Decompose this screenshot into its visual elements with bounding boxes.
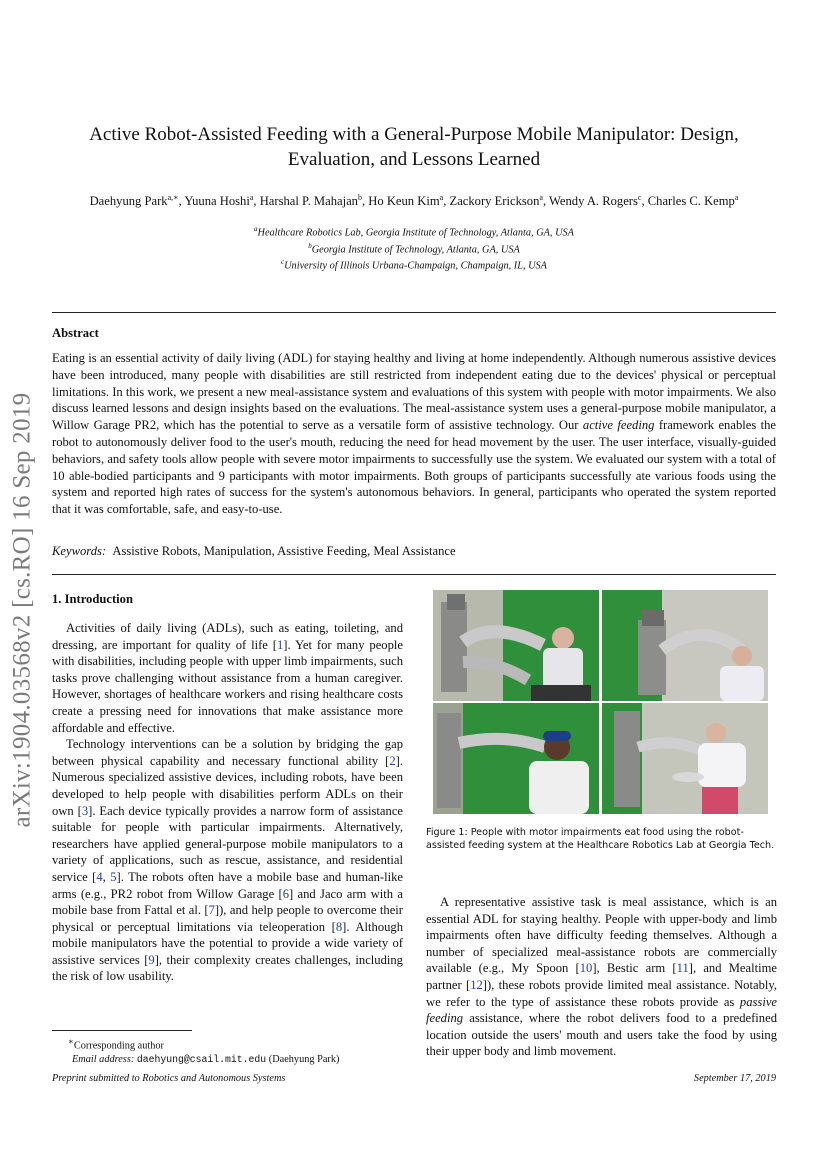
paragraph: Activities of daily living (ADLs), such as eating, toileting, and dressing, are important for quality of life [1]. Yet for many people with disabilities, including people with upper limb impairments, such tasks prove challenging without assistance from a human caregiver. However, shortages of healthcare workers and rising healthcare costs create a pressing need for innovations that make assistance more affordable and effective. (52, 621, 403, 735)
affiliation-text: Georgia Institute of Technology, Atlanta, GA, USA (311, 244, 520, 256)
author-sup: a,∗ (167, 193, 179, 202)
photo-panel-3 (433, 703, 600, 814)
robot-feeding-photo (433, 703, 599, 814)
author-sup: c (637, 193, 642, 202)
affiliation-text: Healthcare Robotics Lab, Georgia Institute of Technology, Atlanta, GA, USA (257, 227, 574, 239)
affiliation-text: University of Illinois Urbana-Champaign, Champaign, IL, USA (284, 260, 547, 272)
affiliation (100, 240, 728, 257)
email-line (52, 1053, 412, 1067)
author-name: Wendy A. Rogers (549, 194, 638, 209)
author-sup: a (249, 193, 254, 202)
citation-link[interactable]: 5 (110, 869, 117, 884)
abstract-top-rule (52, 312, 776, 313)
abstract-bottom-rule (52, 574, 776, 575)
arxiv-stamp-text: arXiv:1904.03568v2 [cs.RO] 16 Sep 2019 (8, 392, 36, 828)
citation-link[interactable]: 4 (96, 869, 103, 884)
paragraph: Technology interventions can be a solution by bridging the gap between physical capability and necessary functional ability [2]. Numerous specialized assistive devices, including robots, have been developed to help people with disabilities perform ADLs on their own [3]. Each device typically provides a narrow form of assistance suitable for people with particular impairments. Alternatively, researchers have applied general-purpose mobile manipulators to a variety of applications, such as rescue, assistance, and residential service [4, 5]. The robots often have a mobile base and human-like arms (e.g., PR2 robot from Willow Garage [6] and Jaco arm with a mobile base from Fattal et al. [7]), and help people to overcome their physical or perceptual limitations via teleoperation [8]. Although mobile manipulators have the potential to provide a wide variety of assistive services [9], their complexity creates challenges, including the risk of low usability. (52, 737, 404, 984)
affiliation-sup: c (281, 258, 285, 267)
emphasis: passive feeding (426, 994, 777, 1026)
paper-title: Active Robot-Assisted Feeding with a General-Purpose Mobile Manipulator: Design, Evaluation, and Lessons Learned (89, 124, 739, 170)
footnote (52, 1035, 412, 1067)
footer-journal: Preprint submitted to Robotics and Autonomous Systems (52, 1073, 286, 1084)
photo-panel-1 (433, 590, 600, 701)
author-name: Charles C. Kemp (647, 194, 735, 209)
footer-date: September 17, 2019 (693, 1073, 776, 1084)
affiliation (100, 223, 728, 240)
abstract-emphasis: active feeding (582, 418, 655, 433)
affiliation (100, 256, 728, 273)
affiliation-sup: b (308, 241, 312, 250)
keywords-list: Assistive Robots, Manipulation, Assistive Feeding, Meal Assistance (112, 544, 456, 558)
author-sup: b (357, 193, 362, 202)
footnote-mark: ∗ (68, 1036, 74, 1046)
section-heading: 1. Introduction (52, 592, 133, 606)
citation-link[interactable]: 6 (282, 886, 290, 901)
citation-link[interactable]: 3 (81, 803, 89, 818)
affiliations (100, 223, 728, 273)
arxiv-stamp (2, 360, 42, 860)
citation-link[interactable]: 9 (148, 952, 155, 967)
author-sup: a (734, 193, 739, 202)
author-name: Yuuna Hoshi (184, 194, 250, 209)
abstract-heading: Abstract (52, 326, 99, 340)
author-name: Harshal P. Mahajan (259, 194, 358, 209)
abstract-part: framework enables the robot to autonomously deliver food to the user's mouth, reducing the need for head movement by the user. The user interface, visually-guided behaviors, and safety tools allow people with severe motor impairments to successfully use the system. We evaluated our system with a total of 10 able-bodied participants and 9 participants with motor impairments. Both groups of participants successfully ate various foods using the system and reported high rates of success for the system's autonomous behaviors. In general, participants who operated the system reported that it was comfortable, safe, and easy-to-use. (52, 418, 777, 517)
photo-panel-4 (602, 703, 769, 814)
figure-1 (433, 590, 769, 814)
author-name: Zackory Erickson (449, 194, 540, 209)
figure-caption: Figure 1: People with motor impairments eat food using the robot-assisted feeding system at the Healthcare Robotics Lab at Georgia Tech. (426, 827, 775, 851)
author-sup: a (439, 193, 444, 202)
author-name: Ho Keun Kim (368, 194, 440, 209)
left-column (52, 620, 403, 985)
citation-link[interactable]: 10 (579, 961, 593, 976)
citation-link[interactable]: 8 (335, 919, 343, 934)
author-sup: a (539, 193, 543, 202)
email-owner: (Daehyung Park) (268, 1054, 340, 1066)
right-column (426, 894, 777, 1060)
corresponding-author: ∗Corresponding author (68, 1036, 164, 1052)
abstract-part: Eating is an essential activity of daily living (ADL) for staying healthy and living at home independently. Although numerous assistive devices have been introduced, many people with disabilities are still restricted from independent eating due to the devices' physical or perceptual limitations. In this work, we present a new meal-assistance system and evaluations of this system with people with motor impairments. We also discuss learned lessons and design insights based on the evaluations. The meal-assistance system uses a general-purpose mobile manipulator, a Willow Garage PR2, which has the potential to serve as a versatile form of assistive technology. Our (52, 351, 776, 433)
keywords-label: Keywords: (52, 544, 107, 558)
abstract-text (52, 350, 776, 518)
email-label: Email address: (72, 1054, 135, 1066)
robot-feeding-photo (433, 590, 599, 701)
citation-link[interactable]: 11 (676, 961, 689, 976)
footnote-rule (52, 1030, 192, 1031)
photo-panel-2 (602, 590, 769, 701)
affiliation-sup: a (254, 225, 258, 233)
citation-link[interactable]: 7 (208, 903, 215, 918)
keywords (52, 544, 456, 559)
citation-link[interactable]: 1 (277, 637, 284, 652)
email-address[interactable]: daehyung@csail.mit.edu (136, 1054, 267, 1066)
author-name: Daehyung Park (89, 194, 168, 209)
robot-feeding-photo (602, 590, 768, 701)
author-list: Daehyung Park$^{a,∗}$, Yuuna Hoshi$^a$, Harshal P. Mahajan$^b$, Ho Keun Kim$^a$, Zackory Erickson$^a$, Wendy A. Rogers$^c$, Charles C. Kemp$^a$ (89, 193, 739, 209)
paragraph: A representative assistive task is meal assistance, which is an essential ADL for staying healthy. People with upper-body and limb impairments often have difficulty feeding themselves. Although a number of specialized meal-assistance robots are commercially available (e.g., My Spoon [10], Bestic arm [11], and Mealtime partner [12]), these robots provide limited meal assistance. Notably, we refer to the type of assistance these robots provide as passive feeding assistance, where the robot delivers food to a predefined location outside the users' mouth and users take the food by using their upper body and limb movement. (426, 895, 777, 1059)
citation-link[interactable]: 2 (389, 753, 396, 768)
robot-feeding-photo (602, 703, 768, 814)
citation-link[interactable]: 12 (470, 977, 483, 992)
